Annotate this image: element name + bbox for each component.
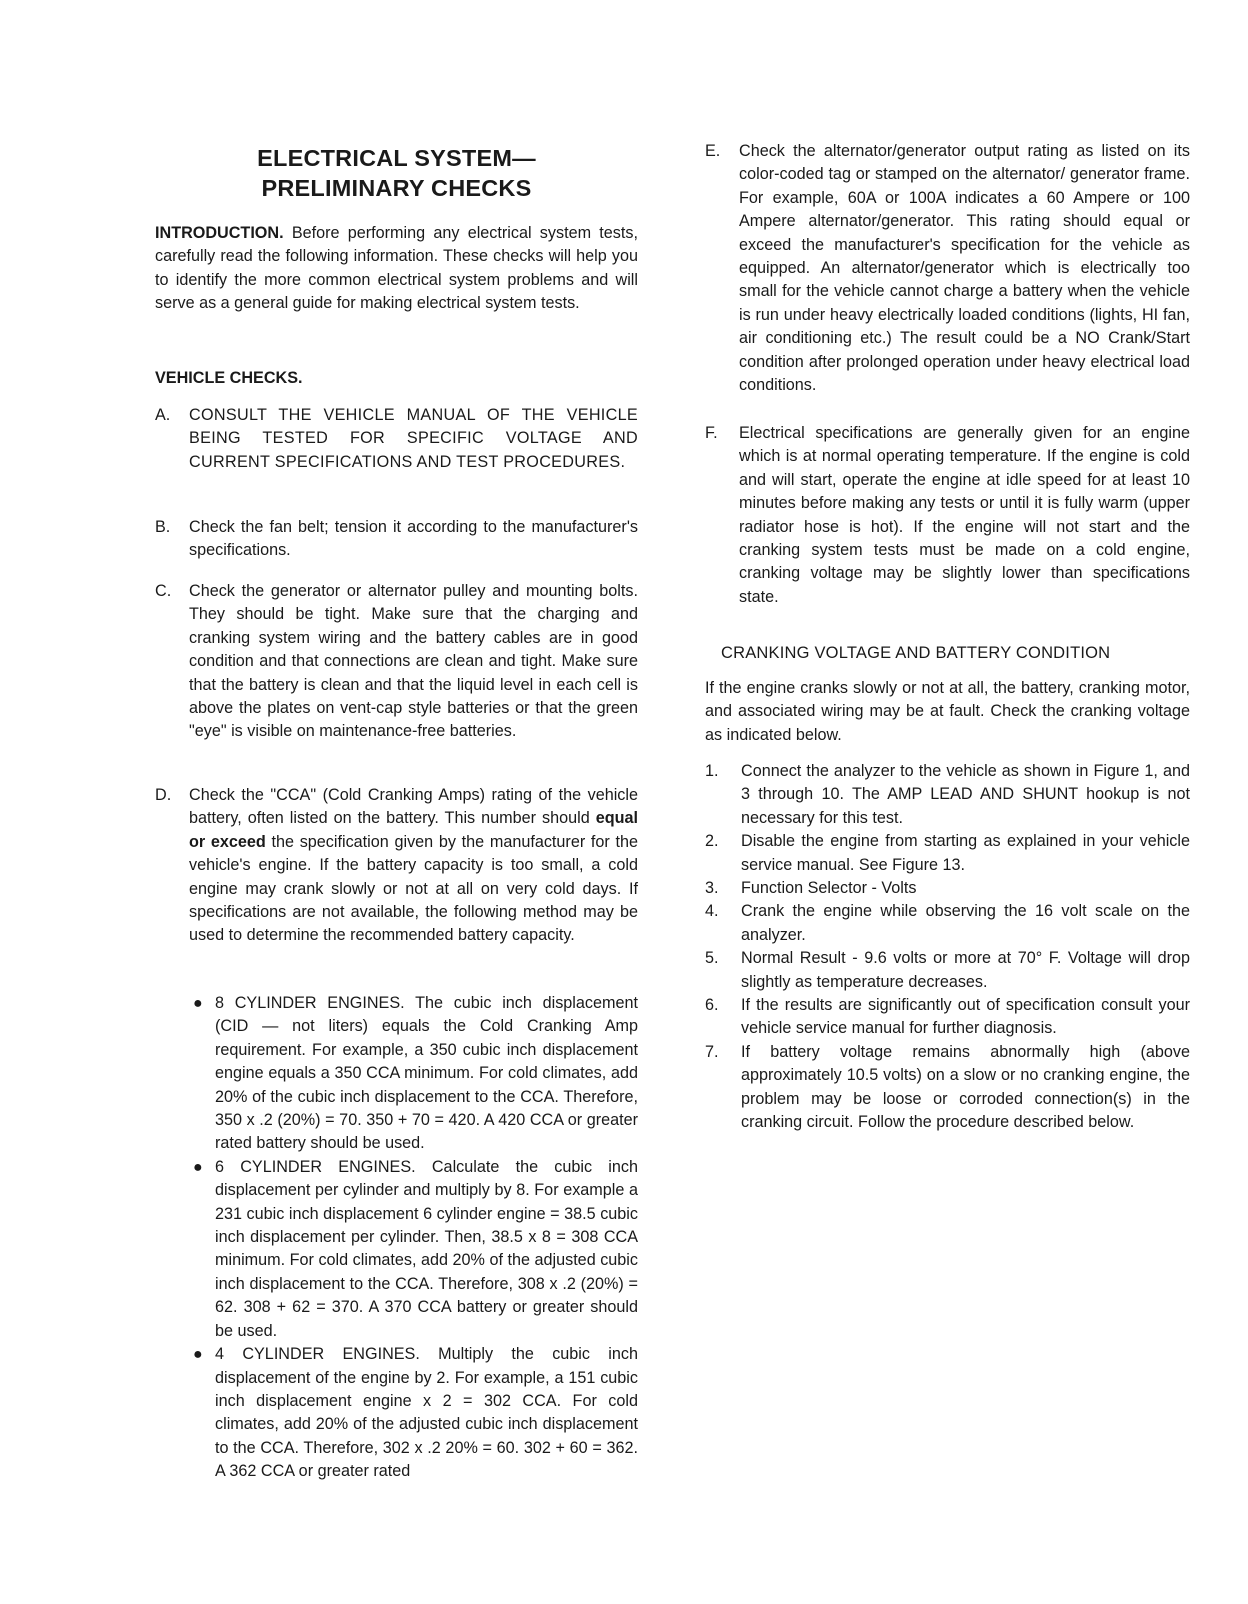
step-number: 4.	[705, 902, 719, 921]
step-number: 3.	[705, 879, 719, 898]
check-item-d	[155, 784, 638, 948]
check-item-e	[705, 140, 1190, 397]
page-title	[155, 143, 638, 203]
bullet-text-6-cylinder: 6 CYLINDER ENGINES. Calculate the cubic inch displacement per cylinder and multiply by 8. For example a 231 cubic inch displacement 6 cylinder engine = 38.5 cubic inch displacement per cylinder. Then, 38.5 x 8 = 308 CCA minimum. For cold climates, add 20% of the adjusted cubic inch displacement to the CCA. Therefore, 308 x .2 (20%) = 62. 308 + 62 = 370. A 370 CCA battery or greater should be used.	[215, 1157, 638, 1340]
check-item-c	[155, 580, 638, 744]
check-label-b: B.	[155, 518, 171, 536]
check-label-c: C.	[155, 582, 172, 600]
introduction-text: Before performing any electrical system tests, carefully read the following information. These checks will help you to identify the more common electrical system problems and will serve as a general guide for making electrical system tests.	[155, 224, 638, 313]
cranking-intro-paragraph: If the engine cranks slowly or not at all, the battery, cranking motor, and associated wiring may be at fault. Check the cranking voltage as indicated below.	[705, 679, 1190, 744]
check-item-a	[155, 404, 638, 474]
vehicle-checks-heading: VEHICLE CHECKS.	[155, 369, 303, 387]
step-text: If the results are significantly out of specification consult your vehicle service manual for further diagnosis.	[741, 996, 1190, 1038]
cranking-step-6	[705, 994, 1190, 1041]
check-item-b	[155, 516, 638, 563]
check-text-d-emphasis: equal or exceed	[189, 809, 638, 851]
step-number: 5.	[705, 949, 719, 968]
check-text-f: Electrical specifications are generally given for an engine which is at normal operating temperature. If the engine is cold and will start, operate the engine at idle speed for at least 10 minutes before making any tests or until it is fully warm (upper radiator hose is hot). If the engine will not start and the cranking system tests must be made on a cold engine, cranking voltage may be slightly lower than specifications state.	[739, 424, 1190, 606]
check-text-d-part-1: Check the "CCA" (Cold Cranking Amps) rating of the vehicle battery, often listed on the battery. This number should	[189, 786, 638, 828]
bullet-4-cylinder	[191, 1343, 638, 1483]
title-line-1: ELECTRICAL SYSTEM—	[257, 145, 536, 171]
check-label-a: A.	[155, 406, 171, 424]
cranking-step-2	[705, 830, 1190, 877]
check-item-f	[705, 422, 1190, 609]
title-line-2: PRELIMINARY CHECKS	[261, 175, 532, 201]
cranking-step-1	[705, 760, 1190, 830]
bullet-dot-icon: ●	[193, 1346, 203, 1364]
step-text: Crank the engine while observing the 16 volt scale on the analyzer.	[741, 902, 1190, 944]
bullet-6-cylinder	[191, 1156, 638, 1343]
step-number: 2.	[705, 832, 719, 851]
cranking-voltage-heading: CRANKING VOLTAGE AND BATTERY CONDITION	[721, 644, 1111, 662]
check-label-d: D.	[155, 786, 172, 804]
step-number: 7.	[705, 1042, 719, 1061]
introduction-label: INTRODUCTION.	[155, 224, 284, 242]
bullet-dot-icon: ●	[193, 995, 203, 1012]
bullet-8-cylinder	[191, 992, 638, 1156]
cranking-step-5	[705, 947, 1190, 994]
check-text-d-part-2: the specification given by the manufacturer for the vehicle's engine. If the battery capacity is too small, a cold engine may crank slowly or not at all on very cold days. If specifications are not available, the following method may be used to determine the recommended battery capacity.	[189, 832, 639, 945]
step-text: If battery voltage remains abnormally high (above approximately 10.5 volts) on a slow or no cranking engine, the problem may be loose or corroded connection(s) in the cranking circuit. Follow the procedure described below.	[741, 1042, 1190, 1132]
check-text-d	[189, 784, 638, 948]
check-label-e: E.	[705, 142, 721, 160]
step-text: Function Selector - Volts	[741, 879, 917, 898]
step-text: Connect the analyzer to the vehicle as shown in Figure 1, and 3 through 10. The AMP LEAD AND SHUNT hookup is not necessary for this test.	[741, 762, 1190, 827]
check-text-b: Check the fan belt; tension it according to the manufacturer's specifications.	[189, 518, 638, 560]
bullet-dot-icon: ●	[193, 1158, 203, 1176]
bullet-text-4-cylinder: 4 CYLINDER ENGINES. Multiply the cubic inch displacement of the engine by 2. For example, a 151 cubic inch displacement engine x 2 = 302 CCA. For cold climates, add 20% of the adjusted cubic inch displacement to the CCA. Therefore, 302 x .2 20% = 60. 302 + 60 = 362. A 362 CCA or greater rated	[215, 1345, 638, 1481]
step-text: Normal Result - 9.6 volts or more at 70° F. Voltage will drop slightly as temperature decreases.	[741, 949, 1190, 991]
cylinder-bullet-list	[155, 992, 638, 1484]
cranking-steps-list	[705, 760, 1190, 1135]
check-text-e: Check the alternator/generator output rating as listed on its color-coded tag or stamped on the alternator/ generator frame. For example, 60A or 100A indicates a 60 Ampere or 100 Ampere alternator/generator. This rating should equal or exceed the manufacturer's specification for the vehicle as equipped. An alternator/generator which is electrically too small for the vehicle cannot charge a battery when the vehicle is run under heavy electrically loaded conditions (lights, HI fan, air conditioning etc.) The result could be a NO Crank/Start condition after prolonged operation under heavy electrical load conditions.	[739, 142, 1190, 395]
cranking-step-3	[705, 877, 1190, 900]
cranking-step-4	[705, 900, 1190, 947]
step-text: Disable the engine from starting as explained in your vehicle service manual. See Figure 13.	[741, 832, 1190, 874]
step-number: 1.	[705, 762, 719, 780]
check-label-f: F.	[705, 424, 718, 442]
step-number: 6.	[705, 996, 719, 1015]
bullet-text-8-cylinder: 8 CYLINDER ENGINES. The cubic inch displacement (CID — not liters) equals the Cold Cranking Amp requirement. For example, a 350 cubic inch displacement engine equals a 350 CCA minimum. For cold climates, add 20% of the cubic inch displacement to the CCA. Therefore, 350 x .2 (20%) = 70. 350 + 70 = 420. A 420 CCA or greater rated battery should be used.	[215, 994, 638, 1153]
cranking-step-7	[705, 1041, 1190, 1135]
check-text-a: CONSULT THE VEHICLE MANUAL OF THE VEHICLE BEING TESTED FOR SPECIFIC VOLTAGE AND CURRENT SPECIFICATIONS AND TEST PROCEDURES.	[189, 406, 638, 471]
check-text-c: Check the generator or alternator pulley and mounting bolts. They should be tight. Make sure that the charging and cranking system wiring and the battery cables are in good condition and that connections are clean and tight. Make sure that the battery is clean and that the liquid level in each cell is above the plates on vent-cap style batteries or that the green "eye" is visible on maintenance-free batteries.	[189, 582, 638, 741]
introduction-paragraph	[155, 222, 638, 316]
